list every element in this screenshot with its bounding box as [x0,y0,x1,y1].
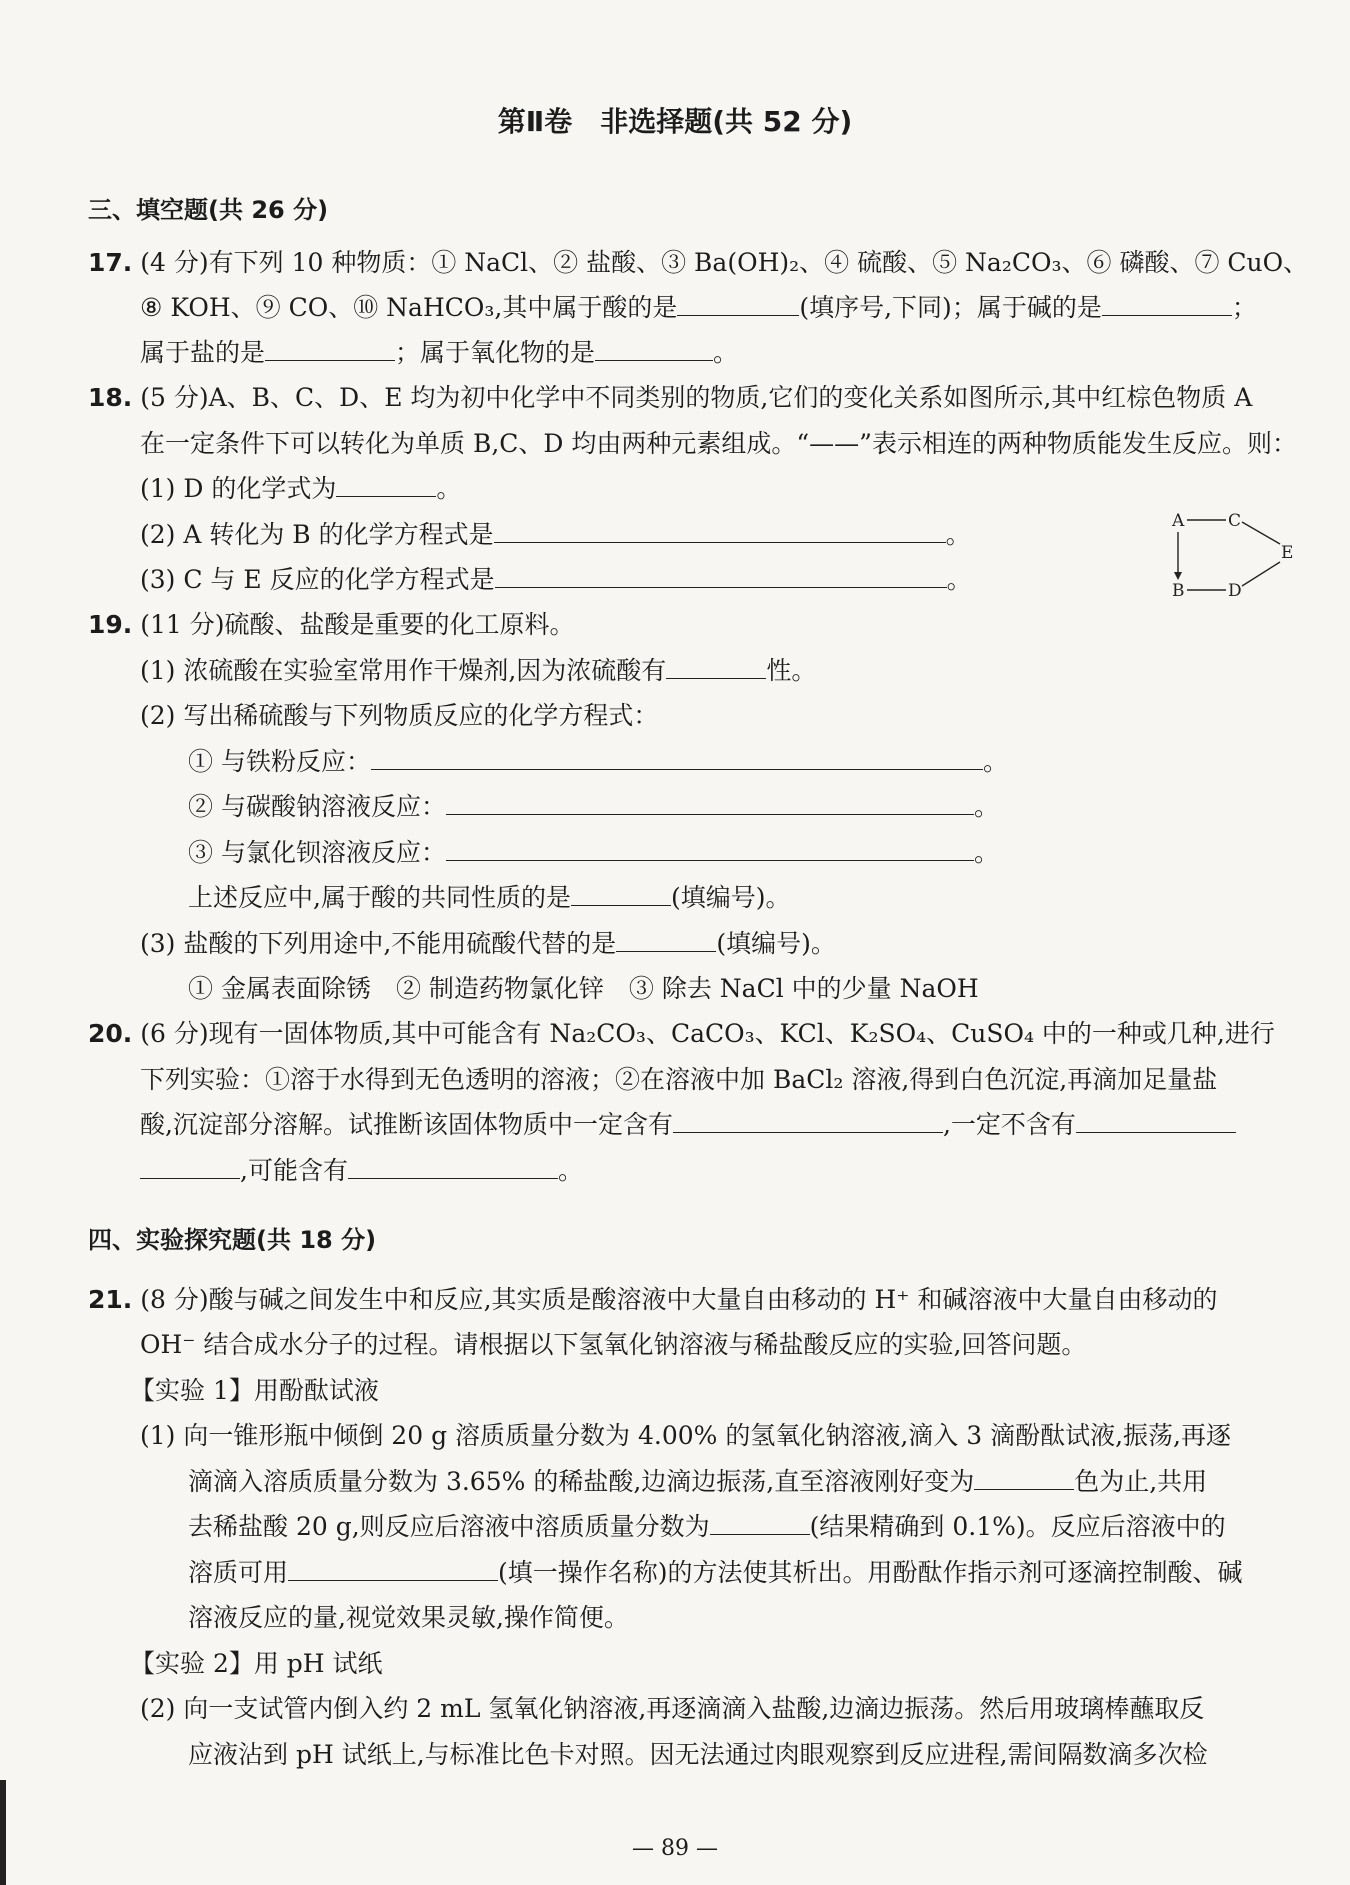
q19-iron-blank[interactable] [371,745,983,770]
q18-line1: 18. (5 分)A、B、C、D、E 均为初中化学中不同类别的物质,它们的变化关系如图所示,其中红棕色物质 A [88,383,1253,412]
q19-common: 上述反应中,属于酸的共同性质的是 (填编号)。 [188,883,791,912]
q18-line2: 在一定条件下可以转化为单质 B,C、D 均由两种元素组成。“——”表示相连的两种物质能发生反应。则： [140,429,1297,458]
page-number: — 89 — [632,1836,718,1861]
q17-salt-blank[interactable] [265,336,395,361]
q21-q1: (2) 向一支试管内倒入约 2 mL 氢氧化钠溶液,再逐滴滴入盐酸,边滴边振荡。然后用玻璃棒蘸取反 [140,1694,1205,1723]
q21-q2: 应液沾到 pH 试纸上,与标准比色卡对照。因无法通过肉眼观察到反应进程,需间隔数滴多次检 [188,1740,1208,1769]
q19-sub2: (2) 写出稀硫酸与下列物质反应的化学方程式： [140,701,659,730]
q21-operation-blank[interactable] [288,1556,498,1581]
q17-line1: 17. (4 分)有下列 10 种物质：① NaCl、② 盐酸、③ Ba(OH)₂、④ 硫酸、⑤ Na₂CO₃、⑥ 磷酸、⑦ CuO、 [88,248,1309,277]
reaction-diagram [1160,500,1310,610]
section-4-heading: 四、实验探究题(共 18 分) [88,1226,377,1254]
q18-number: 18. [88,383,133,412]
q21-fraction-blank[interactable] [710,1510,810,1535]
node-d: D [1228,581,1242,601]
q19-options: ① 金属表面除锈 ② 制造药物氯化锌 ③ 除去 NaCl 中的少量 NaOH [188,974,979,1003]
node-b: B [1172,581,1185,601]
q19-line1: 19. (11 分)硫酸、盐酸是重要的化工原料。 [88,610,575,639]
experiment-2-heading: 【实验 2】用 pH 试纸 [130,1649,383,1678]
section-3-heading: 三、填空题(共 26 分) [88,196,329,224]
link-e-d [1242,562,1280,586]
q19-uses-blank[interactable] [616,927,716,952]
binding-edge [0,1780,6,1885]
q20-line2: 下列实验：①溶于水得到无色透明的溶液；②在溶液中加 BaCl₂ 溶液,得到白色沉淀,再滴加足量盐 [140,1065,1218,1094]
q18-sub3: (3) C 与 E 反应的化学方程式是 。 [140,565,972,594]
node-c: C [1228,511,1242,531]
q21-line2: OH⁻ 结合成水分子的过程。请根据以下氢氧化钠溶液与稀盐酸反应的实验,回答问题。 [140,1330,1087,1359]
q19-number: 19. [88,610,133,639]
q21-p5: 溶液反应的量,视觉效果灵敏,操作简便。 [188,1603,629,1632]
q18-c-e-blank[interactable] [495,563,947,588]
q20-line1: 20. (6 分)现有一固体物质,其中可能含有 Na₂CO₃、CaCO₃、KCl、K₂SO₄、CuSO₄ 中的一种或几种,进行 [88,1019,1275,1048]
q18-d-formula-blank[interactable] [336,472,436,497]
q17-acid-blank[interactable] [677,291,799,316]
q17-base-blank[interactable] [1102,291,1232,316]
q18-a-to-b-blank[interactable] [494,518,946,543]
node-a: A [1172,511,1185,531]
q17-line2: ⑧ KOH、⑨ CO、⑩ NaHCO₃,其中属于酸的是 (填序号,下同)；属于碱的是 ； [140,293,1257,322]
q21-p2: 滴滴入溶质质量分数为 3.65% 的稀盐酸,边滴边振荡,直至溶液刚好变为 色为止,共用 [188,1467,1208,1496]
q20-line4: ,可能含有 。 [140,1154,583,1188]
q20-line3: 酸,沉淀部分溶解。试推断该固体物质中一定含有 ,一定不含有 [140,1108,1236,1142]
node-e: E [1281,543,1294,563]
link-c-e [1242,522,1280,544]
q18-sub2: (2) A 转化为 B 的化学方程式是 。 [140,520,971,549]
q19-item1: ① 与铁粉反应： 。 [188,747,1008,776]
q21-line1: 21. (8 分)酸与碱之间发生中和反应,其实质是酸溶液中大量自由移动的 H⁺ 和碱溶液中大量自由移动的 [88,1285,1218,1314]
q20-definite-blank[interactable] [673,1108,943,1133]
arrow-head [1174,572,1182,580]
q19-sub1: (1) 浓硫酸在实验室常用作干燥剂,因为浓硫酸有 性。 [140,656,817,685]
q17-number: 17. [88,248,133,277]
q19-na2co3-blank[interactable] [446,790,974,815]
q19-common-blank[interactable] [571,881,671,906]
q17-line3: 属于盐的是 ；属于氧化物的是 。 [140,338,739,367]
q21-p3: 去稀盐酸 20 g,则反应后溶液中溶质质量分数为 (结果精确到 0.1%)。反应后溶液中的 [188,1512,1226,1541]
q20-not-contain-blank-cont[interactable] [140,1154,240,1179]
q19-bacl2-blank[interactable] [446,836,974,861]
q17-oxide-blank[interactable] [595,336,713,361]
q19-item2: ② 与碳酸钠溶液反应： 。 [188,792,999,821]
q20-number: 20. [88,1019,133,1048]
q20-not-contain-blank[interactable] [1076,1108,1236,1133]
q20-maybe-blank[interactable] [348,1154,558,1179]
paper-title: 第Ⅱ卷 非选择题(共 52 分) [497,105,853,138]
q19-property-blank[interactable] [666,654,766,679]
q21-color-blank[interactable] [974,1465,1074,1490]
experiment-1-heading: 【实验 1】用酚酞试液 [130,1376,379,1405]
q21-number: 21. [88,1285,133,1314]
q19-sub3: (3) 盐酸的下列用途中,不能用硫酸代替的是 (填编号)。 [140,929,836,958]
q21-p1: (1) 向一锥形瓶中倾倒 20 g 溶质质量分数为 4.00% 的氢氧化钠溶液,滴入 3 滴酚酞试液,振荡,再逐 [140,1421,1231,1450]
q19-item3: ③ 与氯化钡溶液反应： 。 [188,838,999,867]
q21-p4: 溶质可用 (填一操作名称)的方法使其析出。用酚酞作指示剂可逐滴控制酸、碱 [188,1558,1243,1587]
q18-sub1: (1) D 的化学式为 。 [140,474,462,503]
